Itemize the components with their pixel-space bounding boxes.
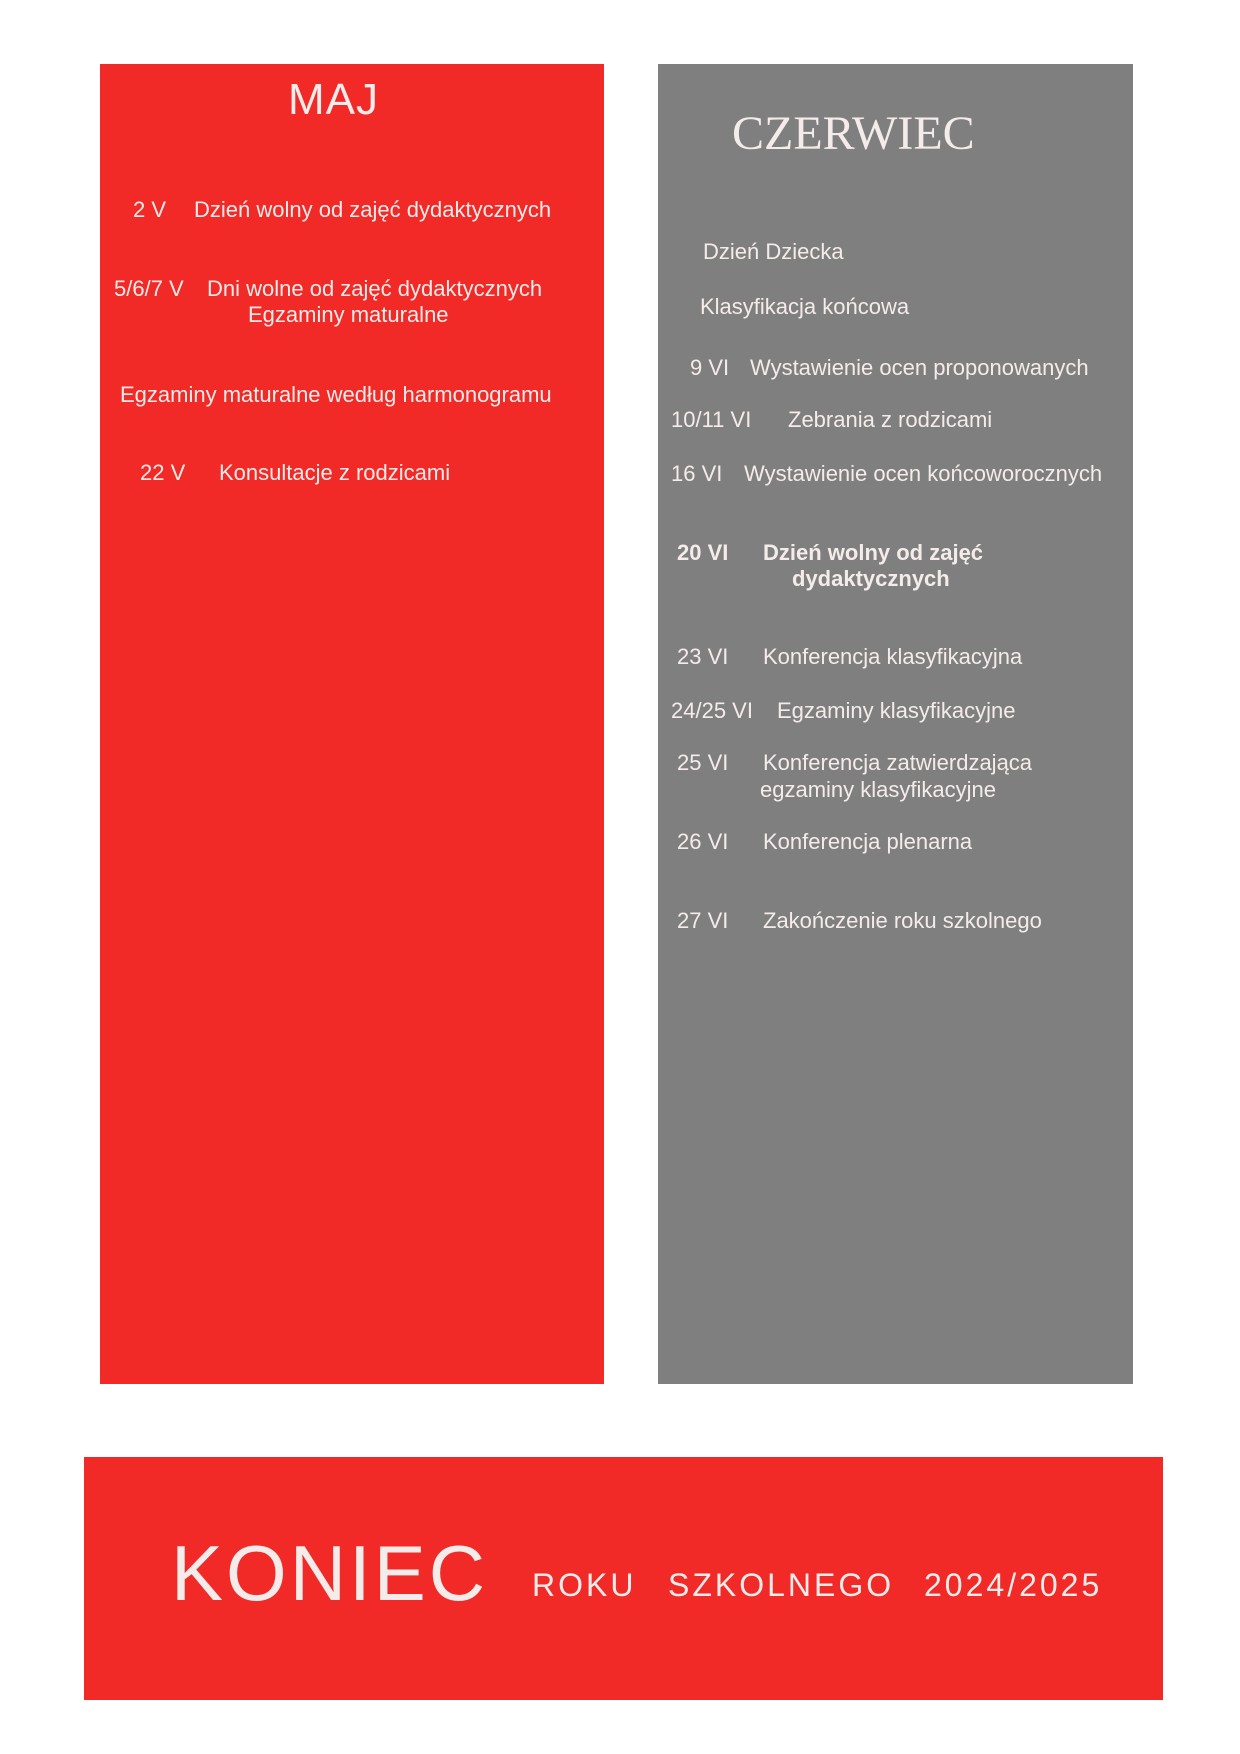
- june-date-5: 16 VI: [671, 461, 723, 486]
- june-date-9: 25 VI: [677, 750, 729, 775]
- june-date-10: 26 VI: [677, 829, 729, 854]
- may-event-4: Konsultacje z rodzicami: [219, 460, 451, 485]
- footer-word-szkolnego: SZKOLNEGO: [668, 1567, 895, 1603]
- june-event-9-line2: egzaminy klasyfikacyjne: [760, 777, 996, 802]
- may-event-2: Dni wolne od zajęć dydaktycznych: [207, 276, 543, 301]
- june-event-7: Konferencja klasyfikacyjna: [763, 644, 1023, 669]
- may-event-3: Egzaminy maturalne według harmonogramu: [120, 382, 552, 407]
- june-date-4: 10/11 VI: [671, 407, 752, 432]
- june-date-6: 20 VI: [677, 540, 729, 565]
- may-panel: [100, 64, 604, 1384]
- june-event-6: Dzień wolny od zajęć: [763, 540, 984, 565]
- june-date-7: 23 VI: [677, 644, 729, 669]
- may-date-1: 2 V: [133, 197, 167, 222]
- june-event-1: Dzień Dziecka: [703, 239, 844, 264]
- june-event-8: Egzaminy klasyfikacyjne: [777, 698, 1016, 723]
- june-event-2: Klasyfikacja końcowa: [700, 294, 910, 319]
- june-event-4: Zebrania z rodzicami: [788, 407, 993, 432]
- may-title: MAJ: [288, 75, 379, 124]
- footer-title-koniec: KONIEC: [171, 1529, 489, 1617]
- footer-year: 2024/2025: [924, 1567, 1103, 1603]
- may-date-4: 22 V: [140, 460, 186, 485]
- june-event-9: Konferencja zatwierdzająca: [763, 750, 1033, 775]
- june-event-11: Zakończenie roku szkolnego: [763, 908, 1042, 933]
- may-event-2-line2: Egzaminy maturalne: [248, 302, 449, 327]
- june-date-8: 24/25 VI: [671, 698, 753, 723]
- may-event-1: Dzień wolny od zajęć dydaktycznych: [194, 197, 552, 222]
- footer-word-roku: ROKU: [532, 1567, 637, 1603]
- june-date-3: 9 VI: [690, 355, 730, 380]
- june-event-3: Wystawienie ocen proponowanych: [750, 355, 1089, 380]
- june-date-11: 27 VI: [677, 908, 729, 933]
- june-event-10: Konferencja plenarna: [763, 829, 973, 854]
- june-event-5: Wystawienie ocen końcoworocznych: [744, 461, 1103, 486]
- june-title: CZERWIEC: [732, 107, 975, 160]
- june-event-6-line2: dydaktycznych: [792, 566, 950, 591]
- may-date-2: 5/6/7 V: [114, 276, 184, 301]
